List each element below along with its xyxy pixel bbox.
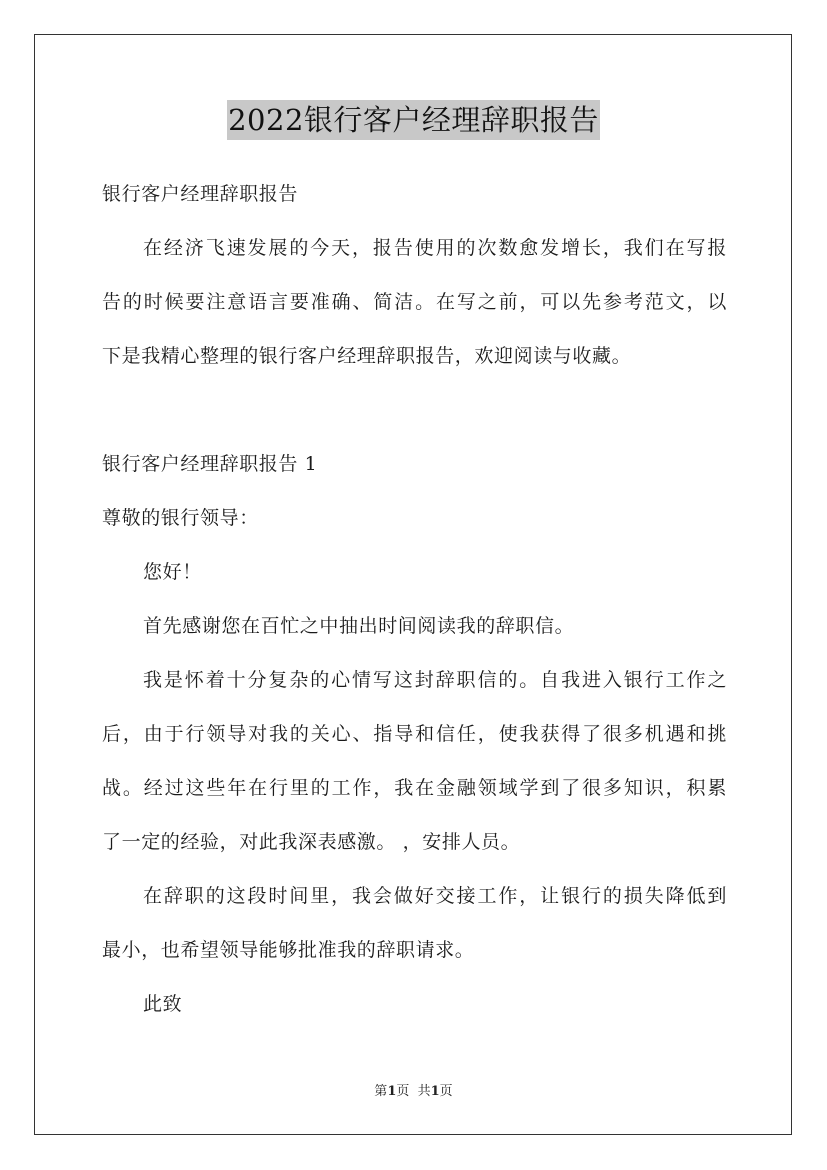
paragraph-3-line-2: 最小，也希望领导能够批准我的辞职请求。 — [102, 939, 475, 961]
intro-line-3: 下是我精心整理的银行客户经理辞职报告，欢迎阅读与收藏。 — [102, 345, 632, 367]
document-subtitle: 银行客户经理辞职报告 — [102, 183, 299, 205]
paragraph-1: 首先感谢您在百忙之中抽出时间阅读我的辞职信。 — [143, 615, 575, 637]
footer-suffix: 页 — [439, 1084, 453, 1099]
footer-total-pages: 1 — [430, 1084, 440, 1099]
page-footer — [0, 1083, 827, 1101]
paragraph-2-line-4: 了一定的经验，对此我深表感激。 ，安排人员。 — [102, 831, 521, 853]
paragraph-2-line-1: 我是怀着十分复杂的心情写这封辞职信的。自我进入银行工作之 — [143, 669, 727, 691]
footer-prefix: 第 — [374, 1084, 388, 1099]
intro-line-2: 告的时候要注意语言要准确、简洁。在写之前，可以先参考范文，以 — [102, 291, 727, 313]
intro-line-1: 在经济飞速发展的今天，报告使用的次数愈发增长，我们在写报 — [143, 237, 727, 259]
title-container — [0, 100, 827, 140]
paragraph-2-line-3: 战。经过这些年在行里的工作，我在金融领域学到了很多知识，积累 — [102, 777, 727, 799]
footer-page-number: 1 — [387, 1084, 397, 1099]
document-title: 2022银行客户经理辞职报告 — [227, 100, 600, 140]
section-heading: 银行客户经理辞职报告 1 — [102, 453, 318, 475]
paragraph-3-line-1: 在辞职的这段时间里，我会做好交接工作，让银行的损失降低到 — [143, 885, 727, 907]
closing: 此致 — [143, 993, 183, 1015]
salutation: 尊敬的银行领导： — [102, 507, 259, 529]
paragraph-2-line-2: 后，由于行领导对我的关心、指导和信任，使我获得了很多机遇和挑 — [102, 723, 727, 745]
greeting: 您好！ — [143, 561, 202, 583]
footer-middle: 页 共 — [396, 1084, 431, 1099]
